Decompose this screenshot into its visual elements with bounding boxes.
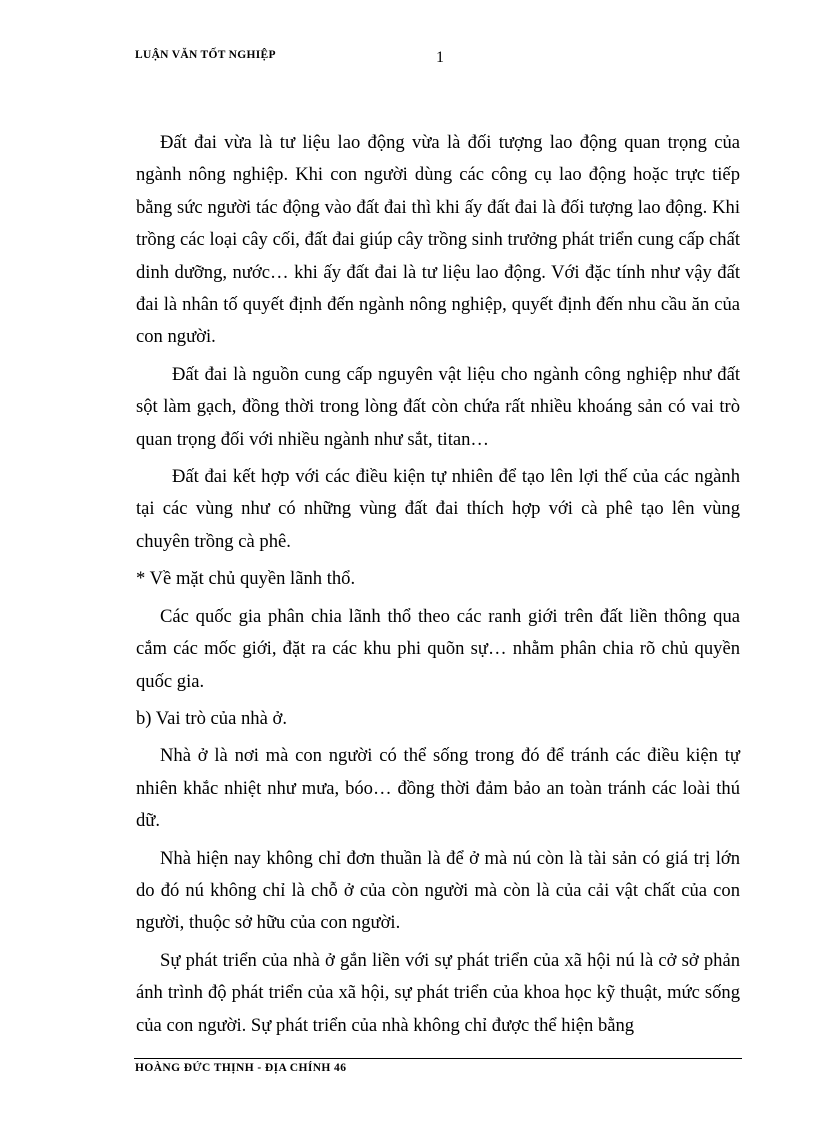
paragraph-housing-shelter: Nhà ở là nơi mà con người có thể sống trong đó để tránh các điều kiện tự nhiên khắc nhiệt như mưa, bóo… đồng thời đảm bảo an toàn tránh các loài thú dữ.: [136, 745, 740, 832]
running-footer: HOÀNG ĐỨC THỊNH - ĐỊA CHÍNH 46: [135, 1062, 347, 1074]
document-body: [136, 127, 740, 1047]
running-header-title: LUẬN VĂN TỐT NGHIỆP: [135, 49, 276, 61]
paragraph-land-industry-materials: Đất đai là nguồn cung cấp nguyên vật liệu cho ngành công nghiệp như đất sột làm gạch, đồng thời trong lòng đất còn chứa rất nhiều khoáng sản có vai trò quan trọng đối với nhiều ngành như sắt, titan…: [136, 363, 740, 450]
page-number: 1: [436, 49, 444, 66]
paragraph-housing-development: Sự phát triển của nhà ở gắn liền với sự phát triển của xã hội nú là cở sở phản ánh trình độ phát triển của xã hội, sự phát triển của khoa học kỹ thuật, mức sống của con người. Sự phát triển của nhà không chỉ được thể hiện bằng: [136, 949, 740, 1036]
footer-divider: [134, 1058, 742, 1059]
paragraph-sovereignty-borders: Các quốc gia phân chia lãnh thổ theo các ranh giới trên đất liền thông qua cắm các mốc giới, đặt ra các khu phi quõn sự… nhằm phân chia rõ chủ quyền quốc gia.: [136, 605, 740, 692]
subheading-housing-role: b) Vai trò của nhà ở.: [136, 707, 287, 729]
paragraph-housing-asset: Nhà hiện nay không chỉ đơn thuần là để ở mà nú còn là tài sản có giá trị lớn do đó nú không chỉ là chỗ ở của còn người mà còn là của cải vật chất của con người, thuộc sở hữu của con người.: [136, 847, 740, 934]
paragraph-land-agriculture-role: Đất đai vừa là tư liệu lao động vừa là đối tượng lao động quan trọng của ngành nông nghiệp. Khi con người dùng các công cụ lao động hoặc trực tiếp bằng sức người tác động vào đất đai thì khi ấy đất đai là đối tượng lao động. Khi trồng các loại cây cối, đất đai giúp cây trồng sinh trưởng phát triển cung cấp chất dinh dưỡng, nước… khi ấy đất đai là tư liệu lao động. Với đặc tính như vậy đất đai là nhân tố quyết định đến ngành nông nghiệp, quyết định đến nhu cầu ăn của con người.: [136, 132, 740, 348]
paragraph-land-regional-advantage: Đất đai kết hợp với các điều kiện tự nhiên để tạo lên lợi thế của các ngành tại các vùng như có những vùng đất đai thích hợp với cà phê tạo lên vùng chuyên trồng cà phê.: [136, 466, 740, 552]
subheading-sovereignty: * Về mặt chủ quyền lãnh thổ.: [136, 568, 356, 590]
